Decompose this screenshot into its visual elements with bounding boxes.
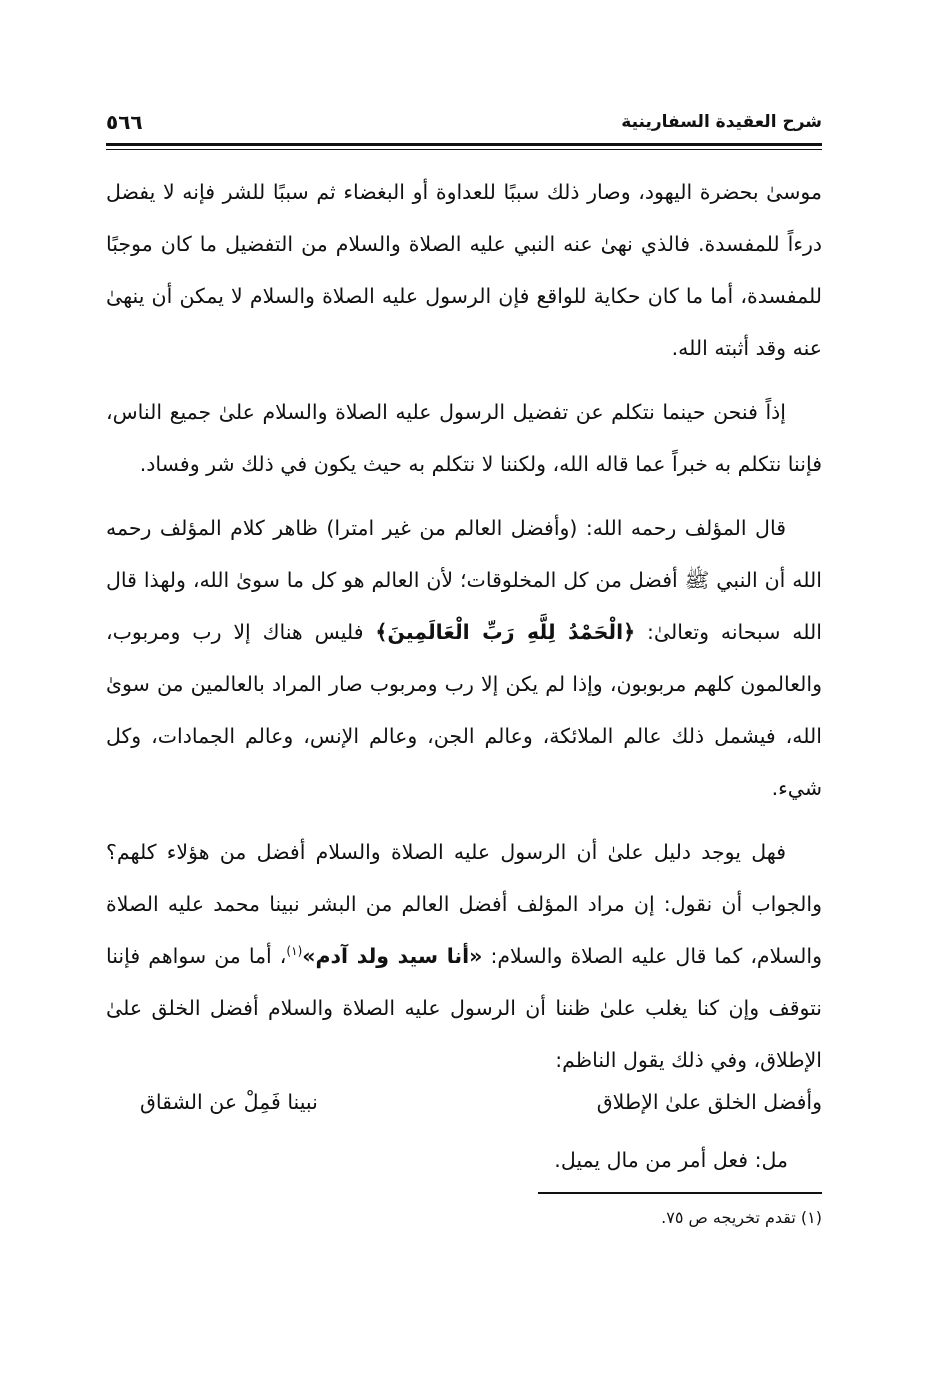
text-run: فليس هناك إلا رب ومربوب، والعالمون كلهم مربوبون، وإذا لم يكن إلا رب ومربوب صار المراد بالعالمين من سوىٰ الله، فيشمل ذلك عالم الملائكة، وعالم الجن، وعالم الإنس، وعالم الجمادات، وكل شيء.: [106, 620, 822, 800]
text-run: فهل يوجد دليل علىٰ أن الرسول عليه الصلاة والسلام أفضل من هؤلاء كلهم؟ والجواب أن نقول: إن مراد المؤلف أفضل العالم من البشر نبينا محمد عليه الصلاة والسلام، كما قال عليه الصلاة والسلام:: [106, 840, 822, 968]
word-note: مل: فعل أمر من مال يميل.: [554, 1148, 788, 1172]
paragraph: [106, 166, 822, 374]
verse-second-hemistich: نبينا فَمِلْ عن الشقاق: [140, 1090, 318, 1114]
footnote-marker: (١): [286, 944, 303, 959]
book-title: شرح العقيدة السفارينية: [621, 112, 822, 132]
header-rule-thin: [106, 149, 822, 150]
header-rule-thick: [106, 143, 822, 146]
paragraph: [106, 386, 822, 490]
running-header: [106, 112, 822, 142]
quotation: ﴿الْحَمْدُ لِلَّهِ رَبِّ الْعَالَمِينَ﴾: [375, 620, 636, 644]
page-number: ٥٦٦: [106, 110, 143, 134]
body-text: [106, 166, 822, 1098]
verse-first-hemistich: وأفضل الخلق علىٰ الإطلاق: [596, 1090, 822, 1114]
paragraph: [106, 826, 822, 1086]
footnote: (١) تقدم تخريجه ص ٧٥.: [661, 1208, 822, 1227]
text-run: إذاً فنحن حينما نتكلم عن تفضيل الرسول عليه الصلاة والسلام علىٰ جميع الناس، فإننا نتكلم به خبراً عما قاله الله، ولكننا لا نتكلم به حيث يكون في ذلك شر وفساد.: [106, 400, 822, 476]
paragraph: [106, 502, 822, 814]
text-run: قال المؤلف رحمه الله: (وأفضل العالم من غير امترا) ظاهر كلام المؤلف رحمه الله أن النبي ﷺ أفضل من كل المخلوقات؛ لأن العالم هو كل ما سوىٰ الله، ولهذا قال الله سبحانه وتعالىٰ:: [106, 516, 822, 644]
quotation: «أنا سيد ولد آدم»: [302, 944, 483, 968]
text-run: موسىٰ بحضرة اليهود، وصار ذلك سببًا للعداوة أو البغضاء ثم سببًا للشر فإنه لا يفضل درءاً للمفسدة. فالذي نهىٰ عنه النبي عليه الصلاة والسلام من التفضيل ما كان موجبًا للمفسدة، أما ما كان حكاية للواقع فإن الرسول عليه الصلاة والسلام لا يمكن أن ينهىٰ عنه وقد أثبته الله.: [106, 180, 822, 360]
text-run: ، أما من سواهم فإننا نتوقف وإن كنا يغلب علىٰ ظننا أن الرسول عليه الصلاة والسلام أفضل الخلق علىٰ الإطلاق، وفي ذلك يقول الناظم:: [106, 944, 822, 1072]
poem-verse: [140, 1090, 822, 1130]
footnote-rule: [538, 1192, 822, 1194]
